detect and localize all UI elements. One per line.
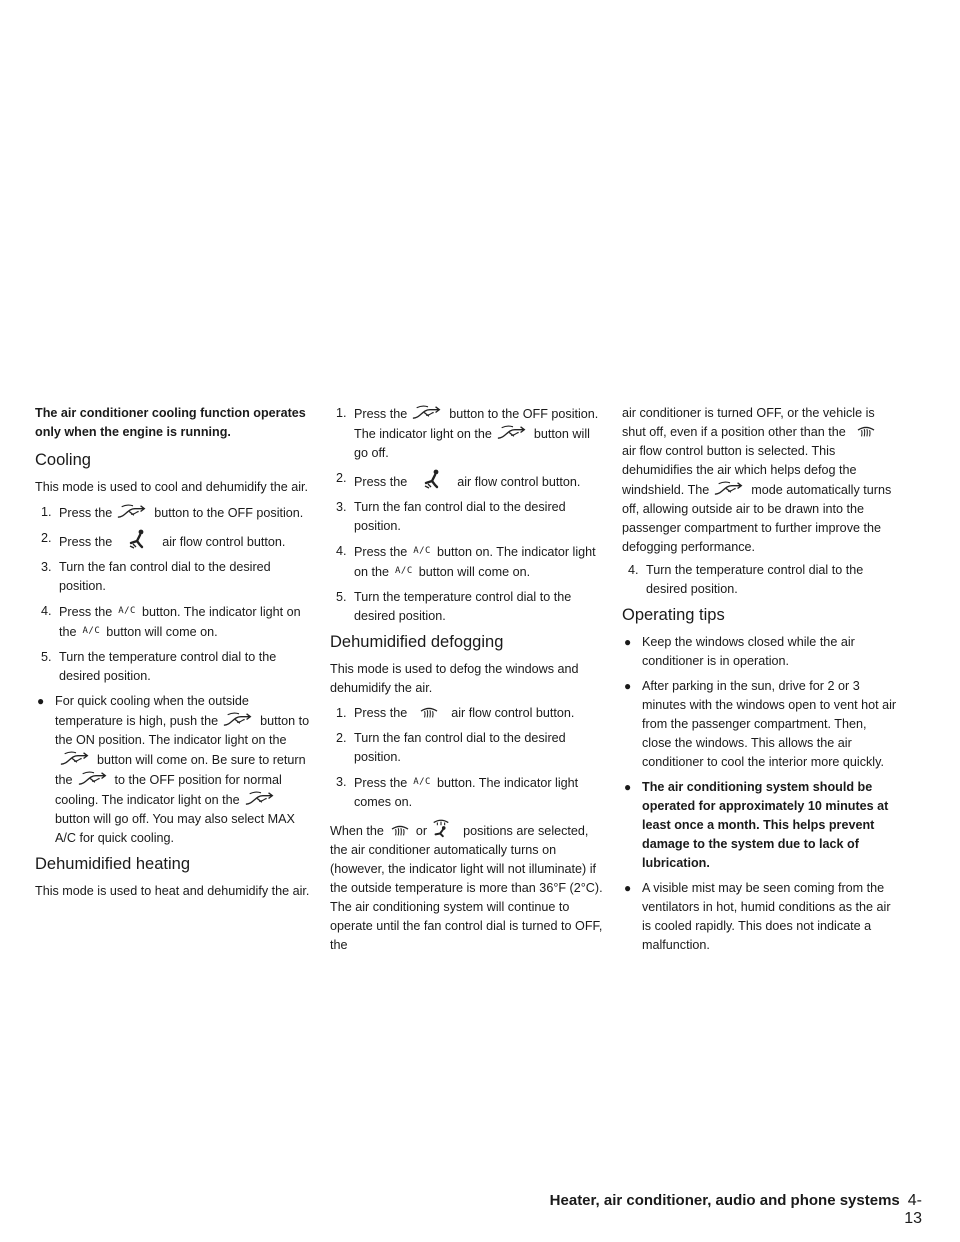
recirculation-icon bbox=[244, 790, 278, 807]
step-text: button will come on. bbox=[418, 565, 531, 579]
list-item bbox=[35, 529, 310, 552]
list-item bbox=[35, 692, 310, 848]
step-text: Turn the fan control dial to the desired position. bbox=[354, 731, 566, 764]
list-item bbox=[622, 633, 898, 671]
list-item bbox=[330, 498, 605, 536]
bullet-text: A visible mist may be seen coming from the ventilators in hot, humid conditions as the air is cooled rapidly. This does not indicate a malfunction. bbox=[642, 881, 891, 952]
a-c-label-icon: A/C bbox=[395, 566, 413, 576]
paragraph-text: air flow control button is selected. This dehumidifies the air which helps defog the windshield. The bbox=[622, 444, 857, 497]
step-number: 2. bbox=[336, 471, 347, 485]
recirculation-icon bbox=[222, 711, 256, 728]
step-text: air flow control button. bbox=[457, 475, 581, 489]
list-item bbox=[330, 404, 605, 463]
step-text: Turn the temperature control dial to the desired position. bbox=[59, 650, 277, 683]
step-text: button to the OFF position. bbox=[154, 506, 304, 520]
a-c-label-icon: A/C bbox=[82, 626, 101, 636]
bullet-icon: ● bbox=[624, 780, 632, 794]
list-item bbox=[35, 503, 310, 523]
step-number: 4. bbox=[628, 563, 639, 577]
step-number: 1. bbox=[336, 406, 347, 420]
step-text: Press the bbox=[354, 706, 408, 720]
step-text: button. The indicator light on the bbox=[59, 605, 301, 639]
step-number: 5. bbox=[336, 590, 347, 604]
defrost-icon bbox=[856, 423, 876, 439]
bullet-text: button to the ON position. The indicator light on the bbox=[55, 714, 310, 747]
bullet-icon: ● bbox=[624, 679, 632, 693]
list-item bbox=[330, 773, 605, 812]
step-text: Press the bbox=[59, 605, 113, 619]
step-number: 4. bbox=[336, 544, 347, 558]
bullet-text: For quick cooling when the outside temperature is high, push the bbox=[55, 694, 249, 728]
defog-steps-continued bbox=[622, 561, 898, 599]
a-c-label-icon: A/C bbox=[118, 606, 136, 616]
defog-intro: This mode is used to defog the windows and dehumidify the air. bbox=[330, 662, 579, 695]
engine-note: The air conditioner cooling function operates only when the engine is running. bbox=[35, 406, 306, 439]
step-text: Press the bbox=[59, 535, 113, 549]
step-text: button on. The indicator light on the bbox=[354, 545, 596, 579]
cooling-steps bbox=[35, 503, 310, 686]
foot-defrost-icon bbox=[431, 818, 451, 838]
step-number: 2. bbox=[336, 731, 347, 745]
heating-heading: Dehumidified heating bbox=[35, 855, 191, 873]
defrost-icon bbox=[390, 822, 410, 838]
step-number: 3. bbox=[336, 775, 347, 789]
column-left bbox=[35, 404, 310, 907]
defog-paragraph bbox=[330, 818, 605, 955]
page-number: 4-13 bbox=[904, 1192, 922, 1227]
step-text: button will come on. bbox=[106, 625, 218, 639]
page-footer bbox=[540, 1192, 960, 1228]
foot-vent-icon bbox=[421, 469, 443, 489]
list-item bbox=[35, 558, 310, 596]
step-text: button. The indicator light comes on. bbox=[354, 776, 579, 809]
column-right bbox=[622, 404, 898, 961]
recirculation-icon bbox=[713, 480, 747, 497]
a-c-label-icon: A/C bbox=[413, 546, 431, 556]
footer-section-title: Heater, air conditioner, audio and phone systems bbox=[549, 1192, 900, 1209]
heating-steps bbox=[330, 404, 605, 626]
cooling-intro: This mode is used to cool and dehumidify the air. bbox=[35, 480, 309, 494]
step-text: air flow control button. bbox=[162, 535, 286, 549]
list-item bbox=[330, 704, 605, 723]
bullet-text: button will come on. Be sure to return the bbox=[55, 753, 306, 787]
recirculation-icon bbox=[496, 424, 530, 441]
step-text: Press the bbox=[354, 545, 408, 559]
recirculation-icon bbox=[116, 503, 150, 520]
recirculation-icon bbox=[77, 770, 111, 787]
list-item bbox=[35, 602, 310, 642]
bullet-text: The air conditioning system should be operated for approximately 10 minutes at least once a month. This helps prevent damage to the system due to lack of lubrication. bbox=[642, 780, 889, 870]
column-middle bbox=[330, 404, 605, 959]
step-text: Turn the fan control dial to the desired position. bbox=[354, 500, 566, 533]
step-text: button to the OFF position. The indicator light on the bbox=[354, 407, 599, 441]
bullet-text: to the OFF position for normal cooling. The indicator light on the bbox=[55, 773, 282, 807]
paragraph-text: or bbox=[415, 824, 428, 838]
a-c-label-icon: A/C bbox=[413, 777, 431, 787]
bullet-icon: ● bbox=[624, 635, 632, 649]
step-text: Press the bbox=[59, 506, 113, 520]
step-text: air flow control button. bbox=[451, 706, 575, 720]
defrost-icon bbox=[419, 704, 439, 720]
paragraph-text: air conditioner is turned OFF, or the vehicle is shut off, even if a position other than the bbox=[622, 406, 875, 439]
cooling-heading: Cooling bbox=[35, 451, 91, 469]
step-number: 1. bbox=[41, 505, 52, 519]
tips-bullets bbox=[622, 633, 898, 955]
list-item bbox=[35, 648, 310, 686]
list-item bbox=[330, 588, 605, 626]
list-item bbox=[330, 542, 605, 582]
step-number: 4. bbox=[41, 604, 52, 618]
bullet-text: button will go off. You may also select MAX A/C for quick cooling. bbox=[55, 812, 295, 845]
step-number: 1. bbox=[336, 706, 347, 720]
step-text: Turn the temperature control dial to the desired position. bbox=[354, 590, 572, 623]
step-text: Press the bbox=[354, 475, 408, 489]
step-number: 3. bbox=[336, 500, 347, 514]
foot-vent-icon bbox=[126, 529, 148, 549]
tips-heading: Operating tips bbox=[622, 606, 725, 624]
step-text: button will go off. bbox=[354, 427, 590, 460]
step-text: Turn the temperature control dial to the desired position. bbox=[646, 563, 864, 596]
paragraph-text: When the bbox=[330, 824, 384, 838]
list-item bbox=[622, 778, 898, 873]
paragraph-text: positions are selected, the air conditioner automatically turns on (however, the indicator light will not illuminate) if the outside temperature is more than 36°F (2°C). The air conditioning system will continue to operate until the fan control dial is turned to OFF, the bbox=[330, 824, 603, 952]
step-number: 5. bbox=[41, 650, 52, 664]
list-item bbox=[330, 729, 605, 767]
step-number: 2. bbox=[41, 531, 52, 545]
defog-paragraph-continued bbox=[622, 404, 898, 557]
bullet-icon: ● bbox=[37, 694, 45, 708]
list-item bbox=[622, 677, 898, 772]
list-item bbox=[622, 561, 898, 599]
cooling-bullets bbox=[35, 692, 310, 848]
bullet-text: Keep the windows closed while the air conditioner is in operation. bbox=[642, 635, 855, 668]
defog-steps bbox=[330, 704, 605, 812]
step-number: 3. bbox=[41, 560, 52, 574]
step-text: Turn the fan control dial to the desired position. bbox=[59, 560, 271, 593]
bullet-text: After parking in the sun, drive for 2 or 3 minutes with the windows open to vent hot air from the passenger compartment. Then, close the windows. This allows the air conditioner to cool the interior more quickly. bbox=[642, 679, 897, 769]
paragraph-text: mode automatically turns off, allowing outside air to be drawn into the passenger compartment to further improve the defogging performance. bbox=[622, 483, 892, 554]
recirculation-icon bbox=[411, 404, 445, 421]
bullet-icon: ● bbox=[624, 881, 632, 895]
step-text: Press the bbox=[354, 407, 408, 421]
recirculation-icon bbox=[59, 750, 93, 767]
list-item bbox=[622, 879, 898, 955]
defog-heading: Dehumidified defogging bbox=[330, 633, 504, 651]
list-item bbox=[330, 469, 605, 492]
heating-intro: This mode is used to heat and dehumidify the air. bbox=[35, 884, 310, 898]
step-text: Press the bbox=[354, 776, 408, 790]
